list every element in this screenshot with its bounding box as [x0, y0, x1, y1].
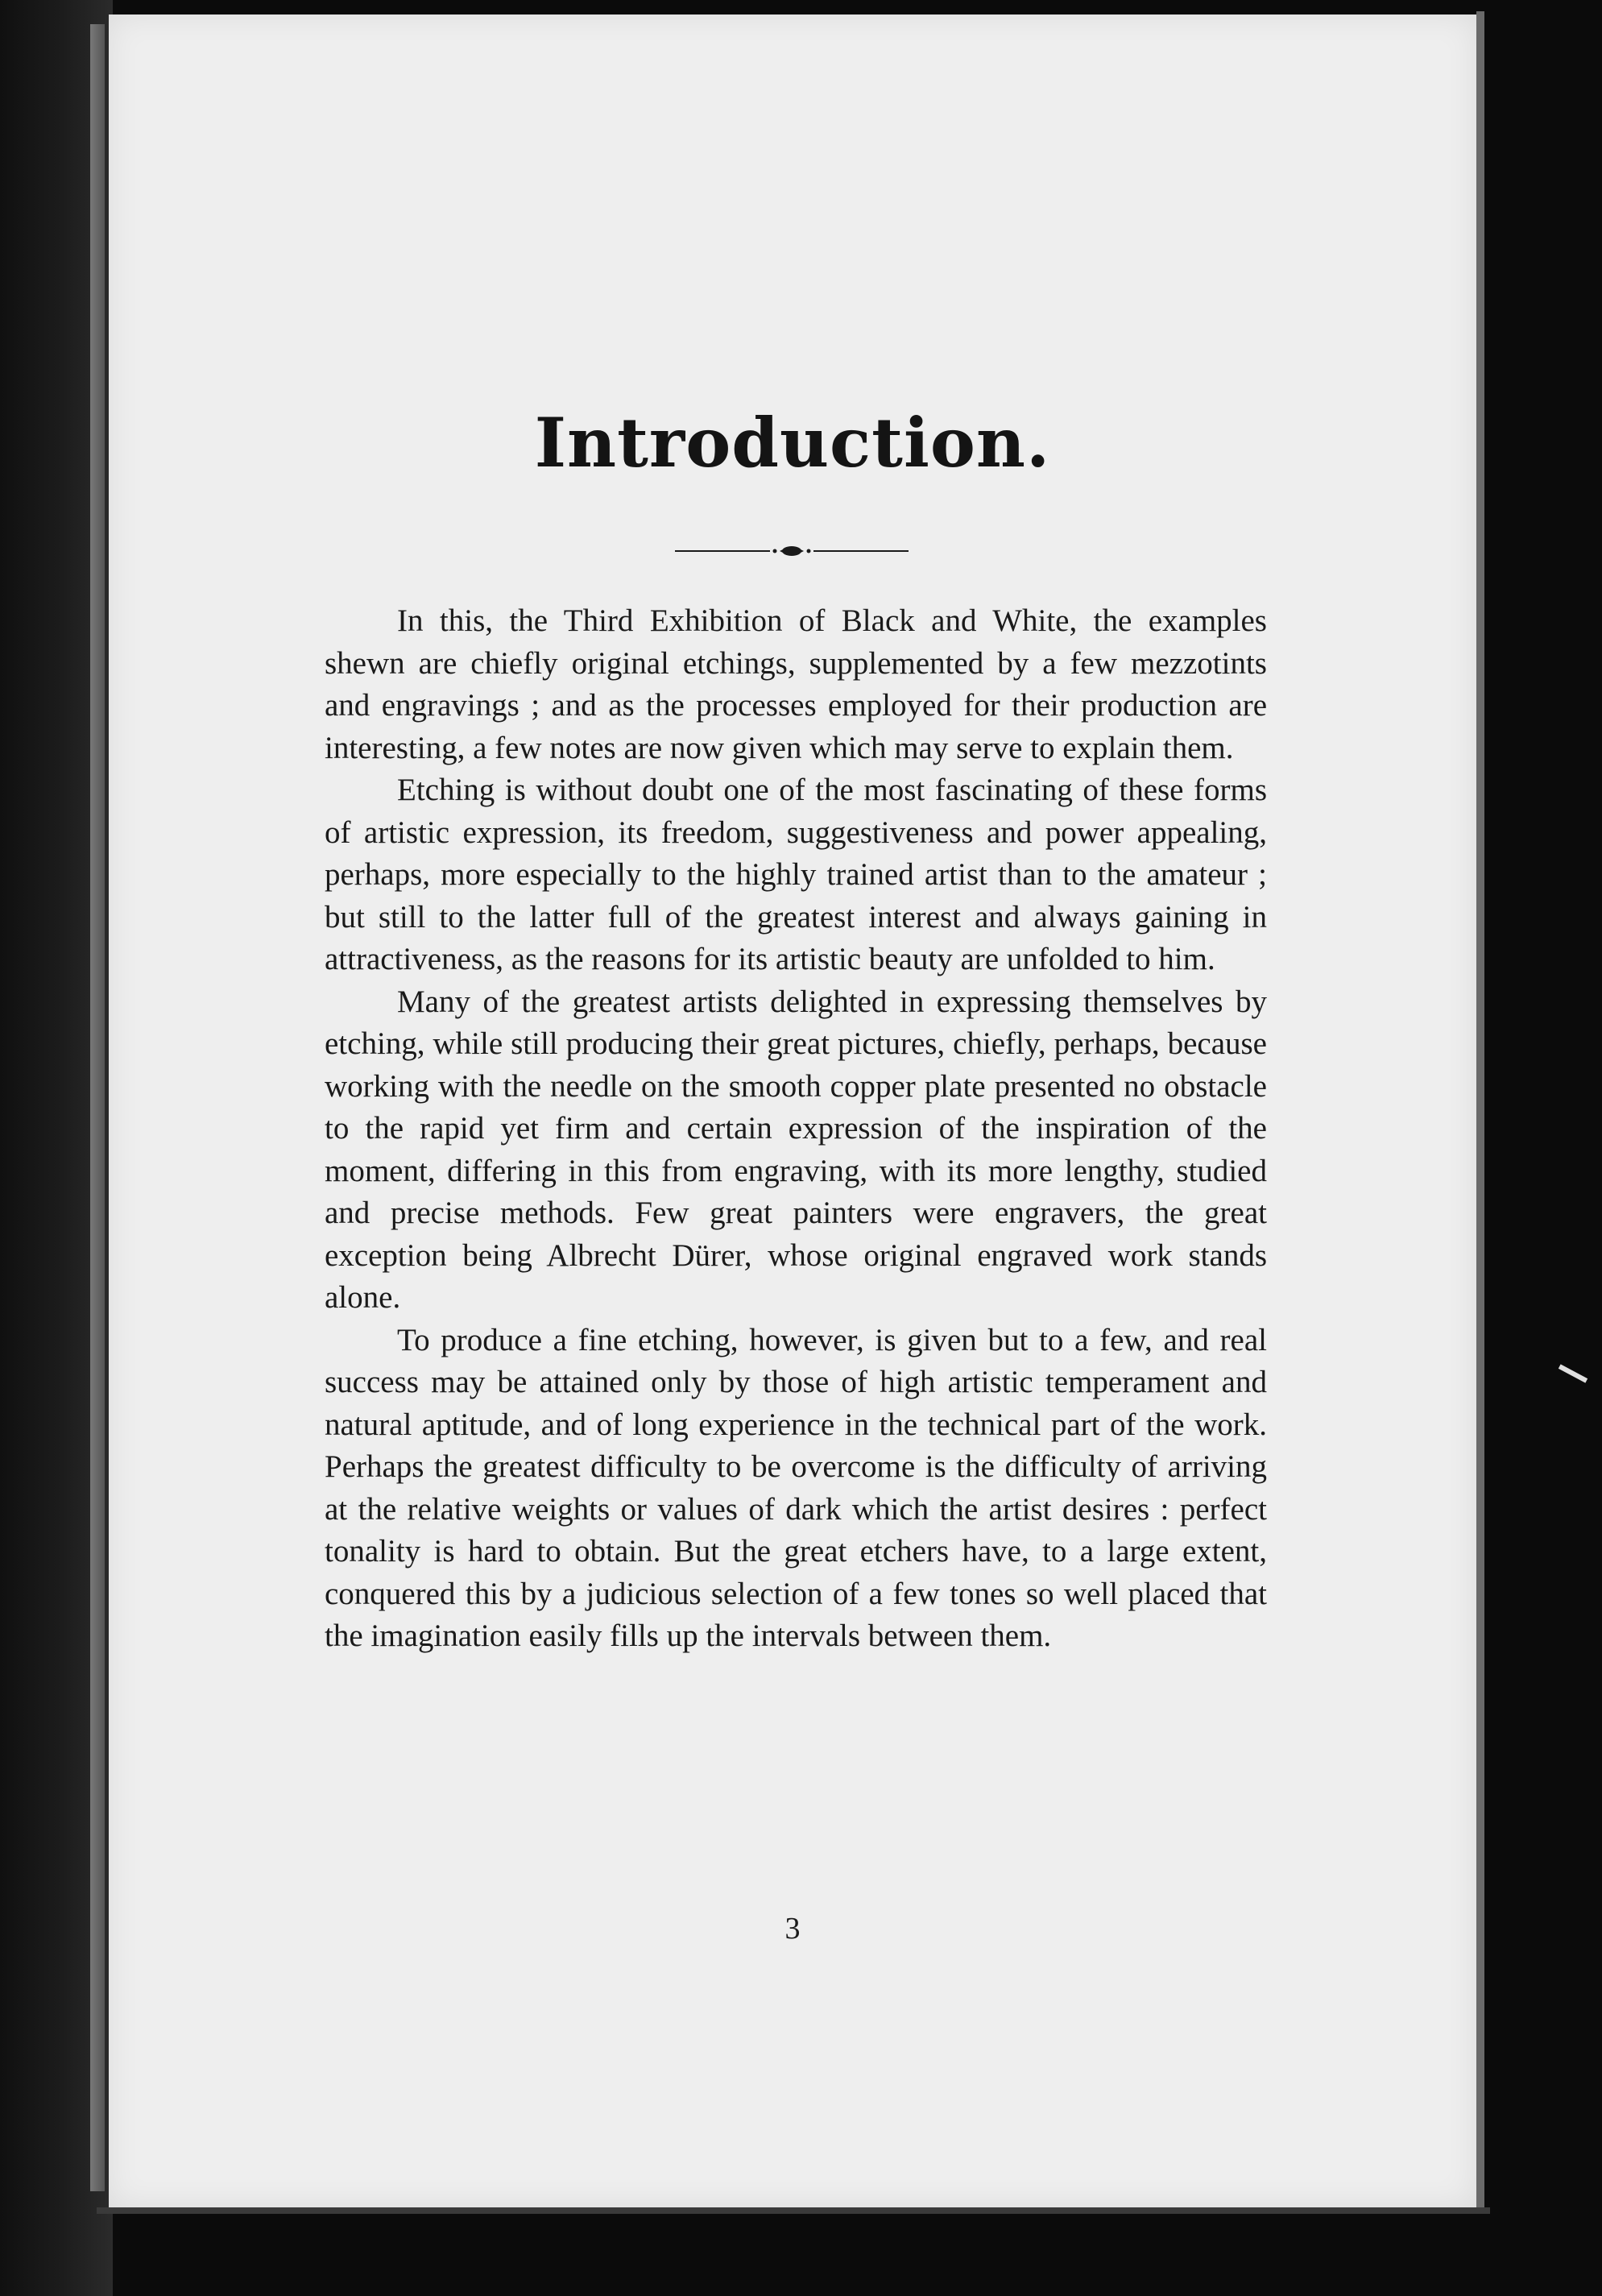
bottom-edge — [97, 2207, 1490, 2214]
page-number: 3 — [784, 1912, 801, 1946]
page-right-edge — [1476, 11, 1484, 2211]
ornamental-divider-icon — [675, 541, 909, 561]
paragraph: Many of the greatest artists delighted in expressing themselves by etching, while still producing their great pictures, chiefly, perhaps, because working with the needle on the smooth copper plate presented no obstacle to the rapid yet firm and certain expression of the inspiration of the moment, differing in this from engraving, with its more lengthy, studied and precise methods. Few great painters were engravers, the great exception being Albrecht Dürer, whose original engraved work stands alone. — [325, 984, 1267, 1315]
body-text — [325, 600, 1267, 1658]
spine-strip — [90, 24, 105, 2191]
paragraph: In this, the Third Exhibition of Black and White, the examples shewn are chiefly original etchings, supplemented by a few mezzotints and engravings ; and as the processes employed for their production are interesting, a few notes are now given which may serve to explain them. — [325, 603, 1267, 765]
page-title: Introduction. — [534, 403, 1051, 483]
paragraph: Etching is without doubt one of the most fascinating of these forms of artistic expression, its freedom, suggestiveness and power appealing, perhaps, more especially to the highly trained artist than to the amateur ; but still to the latter full of the greatest interest and always gaining in attractiveness, as the reasons for its artistic beauty are unfolded to him. — [325, 773, 1267, 976]
book-spine-edge — [0, 0, 113, 2296]
paragraph: To produce a fine etching, however, is given but to a few, and real success may be attained only by those of high artistic temperament and natural aptitude, and of long experience in the technical part of the work. Perhaps the greatest difficulty to be overcome is the difficulty of arriving at the relative weights or values of dark which the artist desires : perfect tonality is hard to obtain. But the great etchers have, to a large extent, conquered this by a judicious selection of a few tones so well placed that the imagination easily fills up the intervals between them. — [325, 1322, 1267, 1653]
